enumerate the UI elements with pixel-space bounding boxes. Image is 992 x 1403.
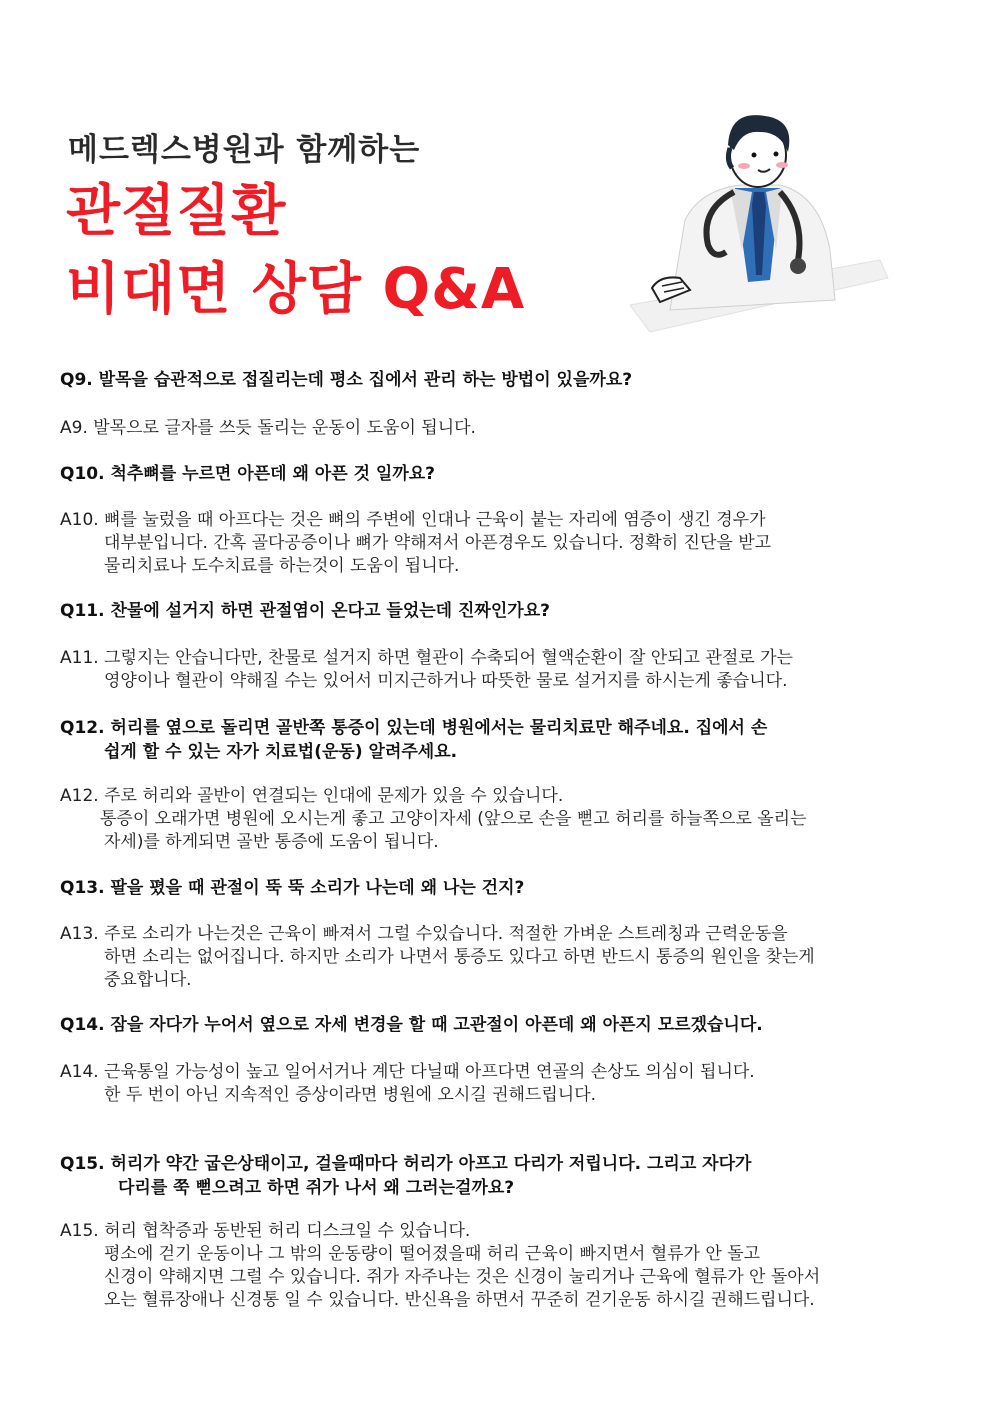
doctor-illustration bbox=[630, 110, 890, 335]
qa-item-13 bbox=[60, 876, 935, 900]
answer-12-line-2: 통증이 오래가면 병원에 오시는게 좋고 고양이자세 (앞으로 손을 뻗고 허리를 하늘쪽으로 올리는 bbox=[100, 809, 807, 829]
answer-10-line-3: 물리치료나 도수치료를 하는것이 도움이 됩니다. bbox=[104, 556, 460, 576]
answer-block-13 bbox=[60, 923, 935, 992]
header-subtitle: 메드렉스병원과 함께하는 bbox=[68, 132, 421, 168]
question-9: Q9. 발목을 습관적으로 접질리는데 평소 집에서 관리 하는 방법이 있을까요? bbox=[60, 370, 633, 390]
qa-item-9 bbox=[60, 368, 935, 392]
answer-10-line-2: 대부분입니다. 간혹 골다공증이나 뼈가 약해져서 아픈경우도 있습니다. 정확히 진단을 받고 bbox=[104, 533, 772, 553]
question-10: Q10. 척추뼈를 누르면 아픈데 왜 아픈 것 일까요? bbox=[60, 464, 436, 484]
answer-10-line-1: A10. 뼈를 눌렀을 때 아프다는 것은 뼈의 주변에 인대나 근육이 붙는 자리에 염증이 생긴 경우가 bbox=[60, 510, 766, 530]
qa-item-15 bbox=[60, 1152, 935, 1200]
answer-14-line-1: A14. 근육통일 가능성이 높고 일어서거나 계단 다닐때 아프다면 연골의 손상도 의심이 됩니다. bbox=[60, 1062, 755, 1082]
question-12-line-1: Q12. 허리를 옆으로 돌리면 골반쪽 통증이 있는데 병원에서는 물리치료만 해주네요. 집에서 손 bbox=[60, 718, 768, 738]
answer-15-line-1: A15. 허리 협착증과 동반된 허리 디스크일 수 있습니다. bbox=[60, 1221, 471, 1241]
answer-block-15 bbox=[60, 1220, 935, 1312]
qa-item-10 bbox=[60, 462, 935, 486]
answer-9: A9. 발목으로 글자를 쓰듯 돌리는 운동이 도움이 됩니다. bbox=[60, 418, 476, 438]
answer-block-11 bbox=[60, 647, 935, 693]
question-15-line-2: 다리를 쭉 뻗으려고 하면 쥐가 나서 왜 그러는걸까요? bbox=[118, 1178, 515, 1198]
answer-14-line-2: 한 두 번이 아닌 지속적인 증상이라면 병원에 오시길 권해드립니다. bbox=[104, 1085, 597, 1105]
question-14: Q14. 잠을 자다가 누어서 옆으로 자세 변경을 할 때 고관절이 아픈데 왜 아픈지 모르겠습니다. bbox=[60, 1015, 763, 1035]
qa-item-14 bbox=[60, 1013, 935, 1037]
question-11: Q11. 찬물에 설거지 하면 관절염이 온다고 들었는데 진짜인가요? bbox=[60, 601, 550, 621]
qa-item-12 bbox=[60, 716, 935, 764]
answer-11-line-1: A11. 그렇지는 안습니다만, 찬물로 설거지 하면 혈관이 수축되어 혈액순환이 잘 안되고 관절로 가는 bbox=[60, 648, 793, 668]
doctor-with-stethoscope-icon bbox=[630, 110, 890, 335]
answer-15-line-4: 오는 혈류장애나 신경통 일 수 있습니다. 반신욕을 하면서 꾸준히 걷기운동 하시길 권해드립니다. bbox=[104, 1290, 815, 1310]
header-title-line1: 관절질환 bbox=[66, 179, 287, 244]
answer-11-line-2: 영양이나 혈관이 약해질 수는 있어서 미지근하거나 따뜻한 물로 설거지를 하시는게 좋습니다. bbox=[104, 671, 788, 691]
question-15-line-1: Q15. 허리가 약간 굽은상태이고, 걸을때마다 허리가 아프고 다리가 저립니다. 그리고 자다가 bbox=[60, 1154, 752, 1174]
answer-13-line-1: A13. 주로 소리가 나는것은 근육이 빠져서 그럴 수있습니다. 적절한 가벼운 스트레칭과 근력운동을 bbox=[60, 924, 788, 944]
answer-block-12 bbox=[60, 785, 935, 854]
answer-12-line-1: A12. 주로 허리와 골반이 연결되는 인대에 문제가 있을 수 있습니다. bbox=[60, 786, 564, 806]
question-12-line-2: 쉽게 할 수 있는 자가 치료법(운동) 알려주세요. bbox=[104, 742, 458, 762]
answer-block-9 bbox=[60, 417, 935, 440]
answer-15-line-2: 평소에 걷기 운동이나 그 밖의 운동량이 떨어졌을때 허리 근육이 빠지면서 혈류가 안 돌고 bbox=[104, 1244, 761, 1264]
answer-12-line-3: 자세)를 하게되면 골반 통증에 도움이 됩니다. bbox=[104, 832, 439, 852]
qa-item-11 bbox=[60, 599, 935, 623]
answer-15-line-3: 신경이 약해지면 그럴 수 있습니다. 쥐가 자주나는 것은 신경이 눌리거나 근육에 혈류가 안 돌아서 bbox=[104, 1267, 821, 1287]
question-13: Q13. 팔을 폈을 때 관절이 뚝 뚝 소리가 나는데 왜 나는 건지? bbox=[60, 878, 525, 898]
answer-block-10 bbox=[60, 509, 935, 578]
answer-13-line-3: 중요합니다. bbox=[104, 970, 192, 990]
header-title-line2: 비대면 상담 Q&A bbox=[66, 257, 526, 322]
answer-block-14 bbox=[60, 1061, 935, 1107]
answer-13-line-2: 하면 소리는 없어집니다. 하지만 소리가 나면서 통증도 있다고 하면 반드시 통증의 원인을 찾는게 bbox=[104, 947, 815, 967]
